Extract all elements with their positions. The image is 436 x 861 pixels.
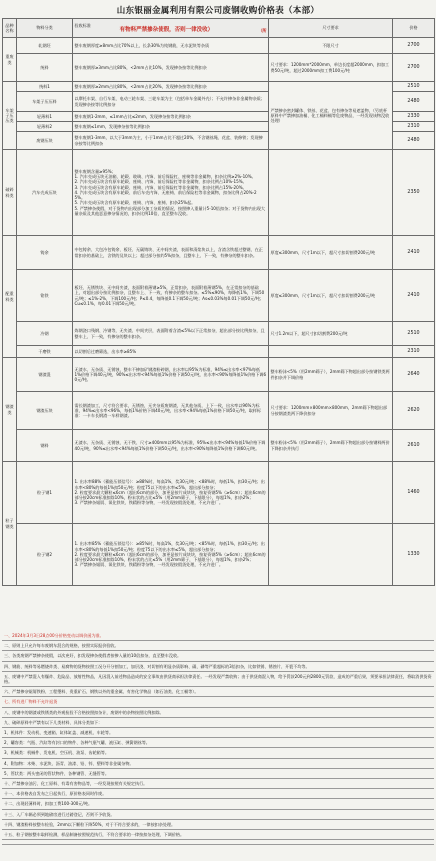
- header-type: 物料分类: [17, 19, 73, 38]
- row-size: 整车粉沫<5%（用2mm筛子），2mm筛下物超出部分按钢铁类两件扣杂并下调价格: [269, 358, 393, 392]
- row-price: 2620: [393, 392, 435, 430]
- row-price: 1460: [393, 462, 435, 524]
- group-scrap: 钢渣类: [3, 358, 17, 462]
- row-price: 2330: [393, 112, 435, 122]
- row-desc: 整车废钢厚≥2mm占比80%，<2mm占比20%，发现掺杂按等比例扣杂: [73, 82, 269, 92]
- note-item: 十三、入厂车辆必须到地磅房进行过磅登记，否则不予收货。: [2, 810, 434, 820]
- table-row: [3, 462, 435, 524]
- header-desc-label: 验收标准: [74, 22, 91, 28]
- table-row: [3, 82, 435, 92]
- note-item: 四、钢筋、统料等易燃烧炸类、易腐物的货物按照工况分开分割加工，加层浇、对切割有明显杂质影响、碳、磷等严重超标的3倍扣杂，比如铁锈、锈蚀片、开裂不均等。: [2, 662, 434, 672]
- row-type: 干磨铁: [17, 346, 73, 358]
- table-row: [3, 150, 435, 236]
- row-size: 不限尺寸: [269, 38, 393, 54]
- row-type: 铭铁: [17, 270, 73, 322]
- row-price: 2410: [393, 270, 435, 322]
- row-type: 汽车壳成压块: [17, 150, 73, 236]
- row-price: 2480: [393, 132, 435, 150]
- note-item: 2、罐容类：气瓶、汽缸等有封口的物件、各种气瓶气罐、液压缸、弹簧钢丝等。: [2, 738, 434, 748]
- row-size: [269, 524, 393, 586]
- group-car: 车架子压压类: [3, 82, 17, 150]
- row-size: 厚度≤300mm，尺寸1m以下，超尺寸扣切割费200元/吨: [269, 236, 393, 270]
- note-item: 3、机械类：机械件、发电机、空压机、油泵、齿轮箱等。: [2, 748, 434, 758]
- note-item: 十、严禁掺杂油污、化工原料、有毒有害物品等，一经发现按照有关规定执行。: [2, 779, 434, 789]
- table-row: [3, 358, 435, 392]
- row-type: 钢料: [17, 430, 73, 462]
- row-size: [269, 150, 393, 236]
- row-desc: 以切割后过磨筛选，出水率≥85%: [73, 346, 269, 358]
- note-item: 七、所有进厂物料不允许退货: [2, 697, 434, 707]
- row-price: 2700: [393, 38, 435, 54]
- note-item: 二、原则上只允许每车废钢车混合的规格，按照实际报价验收。: [2, 641, 434, 651]
- row-price: 2350: [393, 150, 435, 236]
- row-type: 粒子钢2: [17, 524, 73, 586]
- header-warning: [75, 28, 267, 33]
- row-type: 统料1: [17, 82, 73, 92]
- page-title: 山东银丽金属利用有限公司废钢收购价格表（本部）: [116, 6, 320, 16]
- header-warning-text: 有物料严禁掺杂使假，否则一律没收）: [119, 27, 214, 33]
- note-item: 九、破碎原料中严禁有以下几类材料、具体分类如下：: [2, 718, 434, 728]
- notes-section: [2, 631, 434, 859]
- row-size: 严禁掺杂密封罐体、铁丝、花盆、包有掺杂等易遮盖物，（另底杯原料中严禁掺加油桶、化工桶料桶等危废物品，一经发现该物没收处理）: [269, 82, 393, 150]
- row-desc: 以摩托车架、自行车架、电动三轮车架、三轮车架为主（包括单车金属外壳）；不允许掺杂非金属物杂质；发现掺杂按等比例扣杂: [73, 92, 269, 112]
- row-price: 2640: [393, 358, 435, 392]
- row-size: 尺寸要求：1200mm×800mm×800mm，2mm筛下物超出部分按钢渣类两下降价扣杂: [269, 392, 393, 430]
- table-row: [3, 346, 435, 358]
- table-row: [3, 54, 435, 82]
- table-row: [3, 430, 435, 462]
- row-desc: 整车废钢1-2mm，≤1mm占比≤2mm，发现掺杂按等比例扣杂: [73, 112, 269, 122]
- row-price: 2310: [393, 122, 435, 132]
- note-item: 五、废钢中严禁混入有爆炸、危险品、放射性物品，凡因混入前述物品造成的安全事故由供货商承担法律责任。一经发现严禁收购；由于供货商混入物，给予罚款200元到2800元罚款，造成的严重后果，须要承担法律责任，将取消供货资格。: [2, 672, 434, 687]
- row-size: 厚度≤300mm，尺寸1m以下，超尺寸扣切割费200元/吨: [269, 270, 393, 322]
- group-heavy: 重废类: [3, 38, 17, 82]
- row-type: 车架子压压料: [17, 92, 73, 112]
- note-item: [2, 840, 434, 845]
- note-item: 4、附加物：木柴、水泥块、沥青、油漆、铅、锌、塑料等非金属杂物。: [2, 759, 434, 769]
- note-item: 十一、本价格表自发布之日起执行，原价格表同时作废。: [2, 789, 434, 799]
- row-desc: 无渣水、无杂质、无锈蚀，整车不掺加矿钢渣粉碎钢，出水率以95%为标准，94%≤出水率<97%每低1%价格下调40元/吨，90%≤出水率<94%每低1%价格下调50元/吨，出水率<90%每降低1%价格下调60元/吨。: [73, 358, 269, 392]
- row-type: 钢渣混: [17, 358, 73, 392]
- row-desc: 整车废钢厚≥3mm占比80%，<2mm占比10%，发现掺杂按等比例扣杂: [73, 54, 269, 82]
- row-size: [269, 462, 393, 524]
- row-size: 尺寸1.2m以下，超尺寸扣切割费200元/吨: [269, 322, 393, 346]
- header-warning-prefix: （所: [258, 28, 267, 33]
- table-row: [3, 38, 435, 54]
- row-desc: 中包铸余、大包冷包铸余、板坯、无碳铸块、无中间夹渣，表面和清浆块以上，含渣含铁超过整钢，在正常扣杂的基础上，含铁的及块以上；超过部分按约5%扣杂，且整车上、下一致，有掺杂的整车扣杂。: [73, 236, 269, 270]
- row-price: 2610: [393, 430, 435, 462]
- note-item: 十五、粒子钢按整车取样检测，样品制备按照规范执行，不符合要求的一律按扣杂处理，下调价格。: [2, 830, 434, 840]
- header-price: 价格: [393, 19, 435, 38]
- row-type: 轧钢坯: [17, 38, 73, 54]
- note-item: 十二、出现轻薄料时，扣加工费100-300元/吨。: [2, 799, 434, 809]
- header-desc: [73, 19, 269, 38]
- group-pressed: 破碎料类: [3, 150, 17, 236]
- note-item: 1、机体件：发动机、变速箱、缸体缸盖、减速机、车轮等。: [2, 728, 434, 738]
- row-desc: 整车废钢≤1mm，发现掺杂按等比例扣杂: [73, 122, 269, 132]
- note-item: 一、2024年3月3日28点00分价格变动以调价函为准。: [2, 631, 434, 641]
- note-item: 十四、钢渣粉料按整车检验，2mm以下颗粒下降50%，对于不符合要求的，一律按扣杂处理。: [2, 820, 434, 830]
- row-type: 铸余: [17, 236, 73, 270]
- row-type: 钢渣压块: [17, 392, 73, 430]
- row-desc: 1. 出水率88%（蓄能压锁信号）：≥88%时，每高1%，奖30元/吨；<88%时，每低1%，扣30元/吨；出水率<80%的每低1%扣50元/吨；粒度75以下的出水率≤5%，超出部分扣杂； 2. 粒度要求最大颗粒≤6cm（超出6cm的部分，加更是按片成块块，按复资钢5%（≥6cm）；超出6cm的部分按20cm标准扣除10%，粉末状的占比≤5%（用2mm筛子，下基限分），每超1%，扣杂2%； 3. 严禁掺杂锯屑、氧化铁块、铁精粉等杂物，一经发现按假货处理，不允许进厂。: [73, 462, 269, 524]
- row-price: 2410: [393, 236, 435, 270]
- row-type: 统料: [17, 54, 73, 82]
- row-price: 2700: [393, 54, 435, 82]
- note-item: 六、严禁掺杂锯屑铁粉、工程塑料、贵重矿石、钢铁以外的重金属、有害化学物品（如石油类、化工桶等）。: [2, 687, 434, 697]
- note-item: 三、各类废钢严禁掺杂使假，以次充好，扣发现掺杂使假者按掺入量的10倍扣杂，直至整车没收。: [2, 651, 434, 661]
- table-row: [3, 270, 435, 322]
- row-desc: 整车废钢厚度≥8mm占比70%以上，长条30%为纯钢筋，无水泥块等杂质: [73, 38, 269, 54]
- note-item: 5、管状类：两头密闭的管状物件、各种钢管、无缝管等。: [2, 769, 434, 779]
- table-row: [3, 322, 435, 346]
- row-size: 尺寸要求：1200mm*2000mm，单边长度超2000mm，扣加工费50元/吨，超过2000mm扣工费100元/吨: [269, 54, 393, 82]
- row-price: 2480: [393, 92, 435, 112]
- row-desc: 无渣水、无杂质、无锈蚀、无干铁、尺寸≥400mm以95%为标准，95%≤出水率<94%每低1%价格下调40元/吨，90%≤出水率<94%每低1%价格下调50元/吨，出水率<90%每降低1%价格下调60元/吨。: [73, 430, 269, 462]
- price-table: [2, 18, 435, 586]
- header-size: 尺寸要求: [269, 19, 393, 38]
- row-desc: 炼钢浇口残钢、冷钢等，无夹渣、中间夹层，表面附着含渣≤5%以下正常扣杂，超出部分按比例扣杂，且整车上、下一致，有掺杂的整车扣杂。: [73, 322, 269, 346]
- note-item: 八、废钢中的钢渣或铁锈类的外观检验不合格按照扣杂计，废钢中的杂物按照比例扣除。: [2, 708, 434, 718]
- row-size: [269, 346, 393, 358]
- group-mixed: 配重料类: [3, 236, 17, 358]
- row-desc: 板坯、无锈铁块、无中间夹渣，表面附着薄钢≥5%，正常扣杂，表面附着薄钢5%，在正常扣杂的基础上，对超出部分按比例扣杂，且整车上、下一致，有掺杂的整车扣杂。≤5%≤90%，每降低1%，下调50元/吨；≤1%-2%，下调100元/吨；P≤0.4，每降低0.1下调50元/吨；As≤0.03%每0.01下调50元/吨；Cu≤0.1%，每0.01下调50元/吨。: [73, 270, 269, 322]
- row-price: 2510: [393, 322, 435, 346]
- row-type: 粒子钢1: [17, 462, 73, 524]
- row-type: 冷钢: [17, 322, 73, 346]
- row-price: 2310: [393, 346, 435, 358]
- row-desc: 需长钢渣加工，尺寸符合要求，无锈蚀，无夹杂质废钢渣，无其他杂质，上下一致，出水率以96%为标准，94%≤出水率<96%，每低1%价格下调40元/吨，出水率<94%每低1%价格下调50元/吨，取样标准：一卡车长钢渣一车样钢渣。: [73, 392, 269, 430]
- row-desc: 1. 出水率85%（蓄能压锁信号）：≥85%时，每高1%，奖30元/吨；<85%时，每低1%，扣30元/吨；出水率<80%的每低1%扣50元/吨；粒度75以下的出水率≤5%，超出部分扣杂； 2. 粒度要求最大颗粒≤6cm（超出6cm的部分，加更是按片成块块，按复资钢5%（≥6cm）；超出6cm的部分按20cm标准扣除10%，粉末状的占比≤5%（用2mm筛子，下基限分），每超1%，扣杂2%； 3. 严禁掺杂锯屑、氧化铁块、铁精粉等杂物，一经发现按假货处理，不允许进厂。: [73, 524, 269, 586]
- row-type: 轻薄料1: [17, 112, 73, 122]
- row-type: 轻薄料2: [17, 122, 73, 132]
- table-row: [3, 392, 435, 430]
- row-desc: 整车废钢1-3mm，以大于3mm为主，小于1mm占比不超过20%，不含钢丝绳、花盆、装修铁；发现掺杂按等比例扣杂: [73, 132, 269, 150]
- row-desc: 整车废钢含量≥95%； 1. 汽车壳成压块无油箱、轮毂、玻璃、内饰、前后保险杠、座椅等非金属物，扣杂比例≥2%-10%。 2. 汽车壳成压块含有原车轮毂、座椅、内饰、前后保险杠等非金属物，扣杂比例占10%-15%。 3. 汽车壳成压块含有原车轮毂、座椅、内饰、前后保险杠等非金属物，扣杂比例占15%-20%。 4. 汽车壳成压块含有原车轮毂、前后车壳内饰、无座椅、前后保险杠等非金属物，扣杂比例占20%-25%。 5. 汽车壳成压块含有原车轮毂、座椅、内饰、座椅、扣杂25%起。 5. 严禁掺杂使假，对于货物内出现部分加工杂质的情况，按照掺入重量计5-10倍扣杂；对于货物内出现大量杂质及其他恶意掺杂情况的，扣杂比例10倍，直至整车没收。: [73, 150, 269, 236]
- table-row: [3, 236, 435, 270]
- row-price: 1330: [393, 524, 435, 586]
- table-header-row: [3, 19, 435, 38]
- row-price: 2510: [393, 82, 435, 92]
- group-particle: 粒子钢类: [3, 462, 17, 586]
- row-type: 废钢压块: [17, 132, 73, 150]
- table-row: [3, 524, 435, 586]
- row-size: 整车粉沫<5%（用2mm筛子），2mm筛下物超出部分按钢料两价下降扣杂并执行: [269, 430, 393, 462]
- header-category: 品种 名称: [3, 19, 17, 38]
